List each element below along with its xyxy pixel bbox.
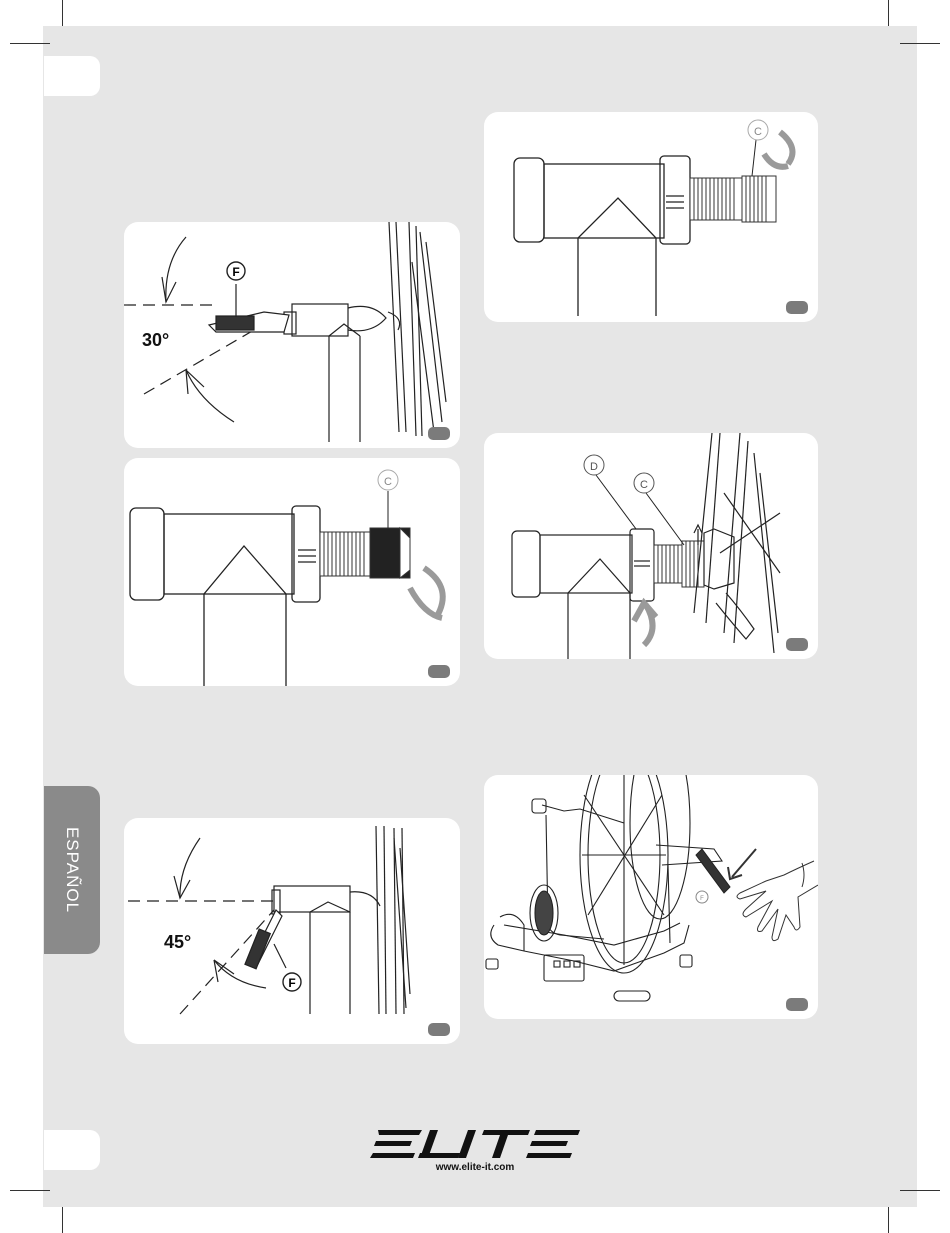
crop-mark [900, 43, 940, 44]
figure-drawing [484, 775, 818, 1019]
angle-label: 30° [142, 330, 170, 350]
callout-label: D [590, 461, 598, 473]
crop-mark [10, 1190, 50, 1191]
callout-label: C [640, 479, 648, 491]
figure-drawing [124, 818, 460, 1044]
crop-mark [10, 43, 50, 44]
figure-drawing [484, 112, 818, 322]
callout-label: C [384, 476, 392, 488]
step-number-badge [786, 638, 808, 651]
crop-mark [62, 1207, 63, 1233]
crop-mark [888, 0, 889, 26]
figure-roller-knob-right [484, 112, 818, 322]
callout-label: F [288, 976, 296, 990]
figure-lever-30deg [124, 222, 460, 448]
figure-lever-45deg [124, 818, 460, 1044]
figure-drawing [124, 458, 460, 686]
elite-wordmark [370, 1128, 580, 1160]
figure-roller-wheel [484, 433, 818, 659]
callout-label: F [700, 896, 704, 902]
step-number-badge [428, 427, 450, 440]
page-number-tab-bottom [44, 1130, 100, 1170]
figure-drawing [124, 222, 460, 448]
step-number-badge [428, 665, 450, 678]
elite-logo[interactable] [370, 1128, 580, 1173]
page-number-tab-top [44, 56, 100, 96]
step-number-badge [786, 301, 808, 314]
figure-roller-knob [124, 458, 460, 686]
angle-label: 45° [164, 932, 192, 952]
language-tab[interactable] [44, 786, 100, 954]
crop-mark [900, 1190, 940, 1191]
figure-trainer-assembly [484, 775, 818, 1019]
language-label: ESPAÑOL [63, 826, 82, 914]
figure-drawing [484, 433, 818, 659]
crop-mark [888, 1207, 889, 1233]
website-url[interactable]: www.elite-it.com [435, 1162, 515, 1173]
step-number-badge [786, 998, 808, 1011]
callout-label: F [232, 265, 240, 279]
crop-mark [62, 0, 63, 26]
step-number-badge [428, 1023, 450, 1036]
callout-label: C [754, 126, 762, 138]
